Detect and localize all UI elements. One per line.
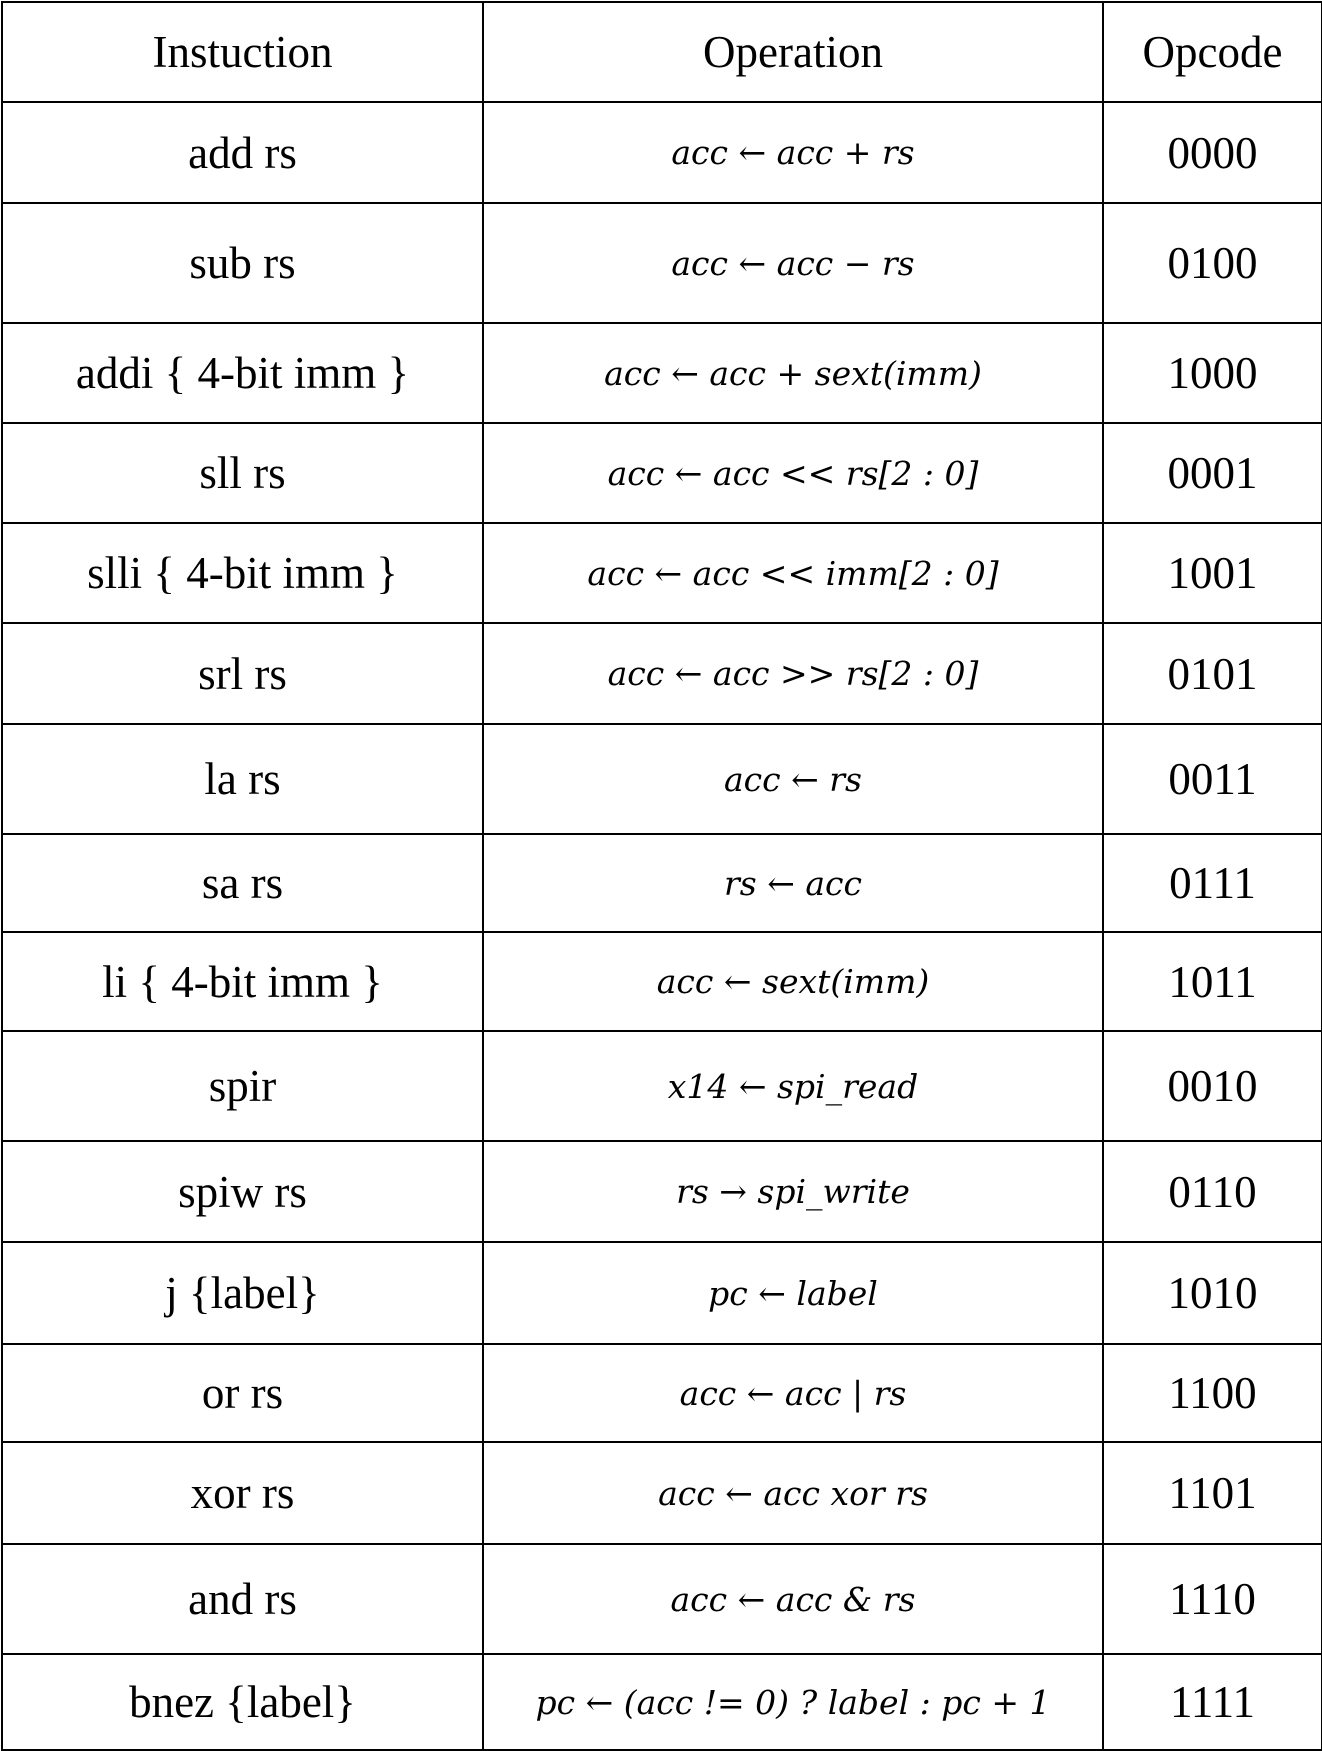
instruction-cell: srl rs (2, 623, 483, 724)
header-opcode: Opcode (1103, 2, 1322, 102)
operation-cell: acc ← rs (483, 724, 1103, 834)
opcode-cell: 0101 (1103, 623, 1322, 724)
table-row (2, 1344, 1322, 1442)
opcode-cell: 0010 (1103, 1031, 1322, 1141)
opcode-cell: 1000 (1103, 323, 1322, 423)
opcode-cell: 1101 (1103, 1442, 1322, 1544)
instruction-cell: j {label} (2, 1242, 483, 1344)
table-row (2, 1442, 1322, 1544)
opcode-cell: 1111 (1103, 1654, 1322, 1750)
opcode-cell: 1011 (1103, 932, 1322, 1031)
table-row (2, 102, 1322, 203)
header-row (2, 2, 1322, 102)
instruction-cell: sub rs (2, 203, 483, 323)
instruction-table (1, 1, 1322, 1751)
opcode-cell: 0001 (1103, 423, 1322, 523)
table-row (2, 1544, 1322, 1654)
operation-cell: acc ← acc & rs (483, 1544, 1103, 1654)
operation-cell: acc ← acc << rs[2 : 0] (483, 423, 1103, 523)
opcode-cell: 1100 (1103, 1344, 1322, 1442)
instruction-cell: and rs (2, 1544, 483, 1654)
table-row (2, 323, 1322, 423)
operation-cell: rs → spi_write (483, 1141, 1103, 1242)
table-row (2, 1031, 1322, 1141)
table-row (2, 724, 1322, 834)
operation-cell: acc ← acc xor rs (483, 1442, 1103, 1544)
opcode-cell: 1010 (1103, 1242, 1322, 1344)
instruction-cell: sll rs (2, 423, 483, 523)
instruction-cell: li { 4-bit imm } (2, 932, 483, 1031)
table-row (2, 1141, 1322, 1242)
operation-cell: acc ← acc << imm[2 : 0] (483, 523, 1103, 623)
operation-cell: acc ← acc + rs (483, 102, 1103, 203)
opcode-cell: 0110 (1103, 1141, 1322, 1242)
instruction-cell: xor rs (2, 1442, 483, 1544)
opcode-cell: 0111 (1103, 834, 1322, 932)
operation-cell: acc ← sext(imm) (483, 932, 1103, 1031)
opcode-cell: 0000 (1103, 102, 1322, 203)
operation-cell: rs ← acc (483, 834, 1103, 932)
operation-cell: acc ← acc + sext(imm) (483, 323, 1103, 423)
table-row (2, 932, 1322, 1031)
operation-cell: x14 ← spi_read (483, 1031, 1103, 1141)
opcode-cell: 1110 (1103, 1544, 1322, 1654)
operation-cell: acc ← acc | rs (483, 1344, 1103, 1442)
operation-cell: acc ← acc >> rs[2 : 0] (483, 623, 1103, 724)
opcode-cell: 1001 (1103, 523, 1322, 623)
instruction-cell: slli { 4-bit imm } (2, 523, 483, 623)
instruction-cell: spir (2, 1031, 483, 1141)
instruction-cell: spiw rs (2, 1141, 483, 1242)
instruction-cell: addi { 4-bit imm } (2, 323, 483, 423)
table-row (2, 623, 1322, 724)
instruction-cell: sa rs (2, 834, 483, 932)
header-instruction: Instuction (2, 2, 483, 102)
header-operation: Operation (483, 2, 1103, 102)
table-row (2, 523, 1322, 623)
instruction-cell: bnez {label} (2, 1654, 483, 1750)
operation-cell: pc ← (acc != 0) ? label : pc + 1 (483, 1654, 1103, 1750)
table-row (2, 423, 1322, 523)
table-row (2, 203, 1322, 323)
opcode-cell: 0011 (1103, 724, 1322, 834)
table-row (2, 1242, 1322, 1344)
opcode-cell: 0100 (1103, 203, 1322, 323)
operation-cell: pc ← label (483, 1242, 1103, 1344)
instruction-cell: or rs (2, 1344, 483, 1442)
instruction-cell: add rs (2, 102, 483, 203)
instruction-cell: la rs (2, 724, 483, 834)
operation-cell: acc ← acc − rs (483, 203, 1103, 323)
table-row (2, 1654, 1322, 1750)
table-row (2, 834, 1322, 932)
